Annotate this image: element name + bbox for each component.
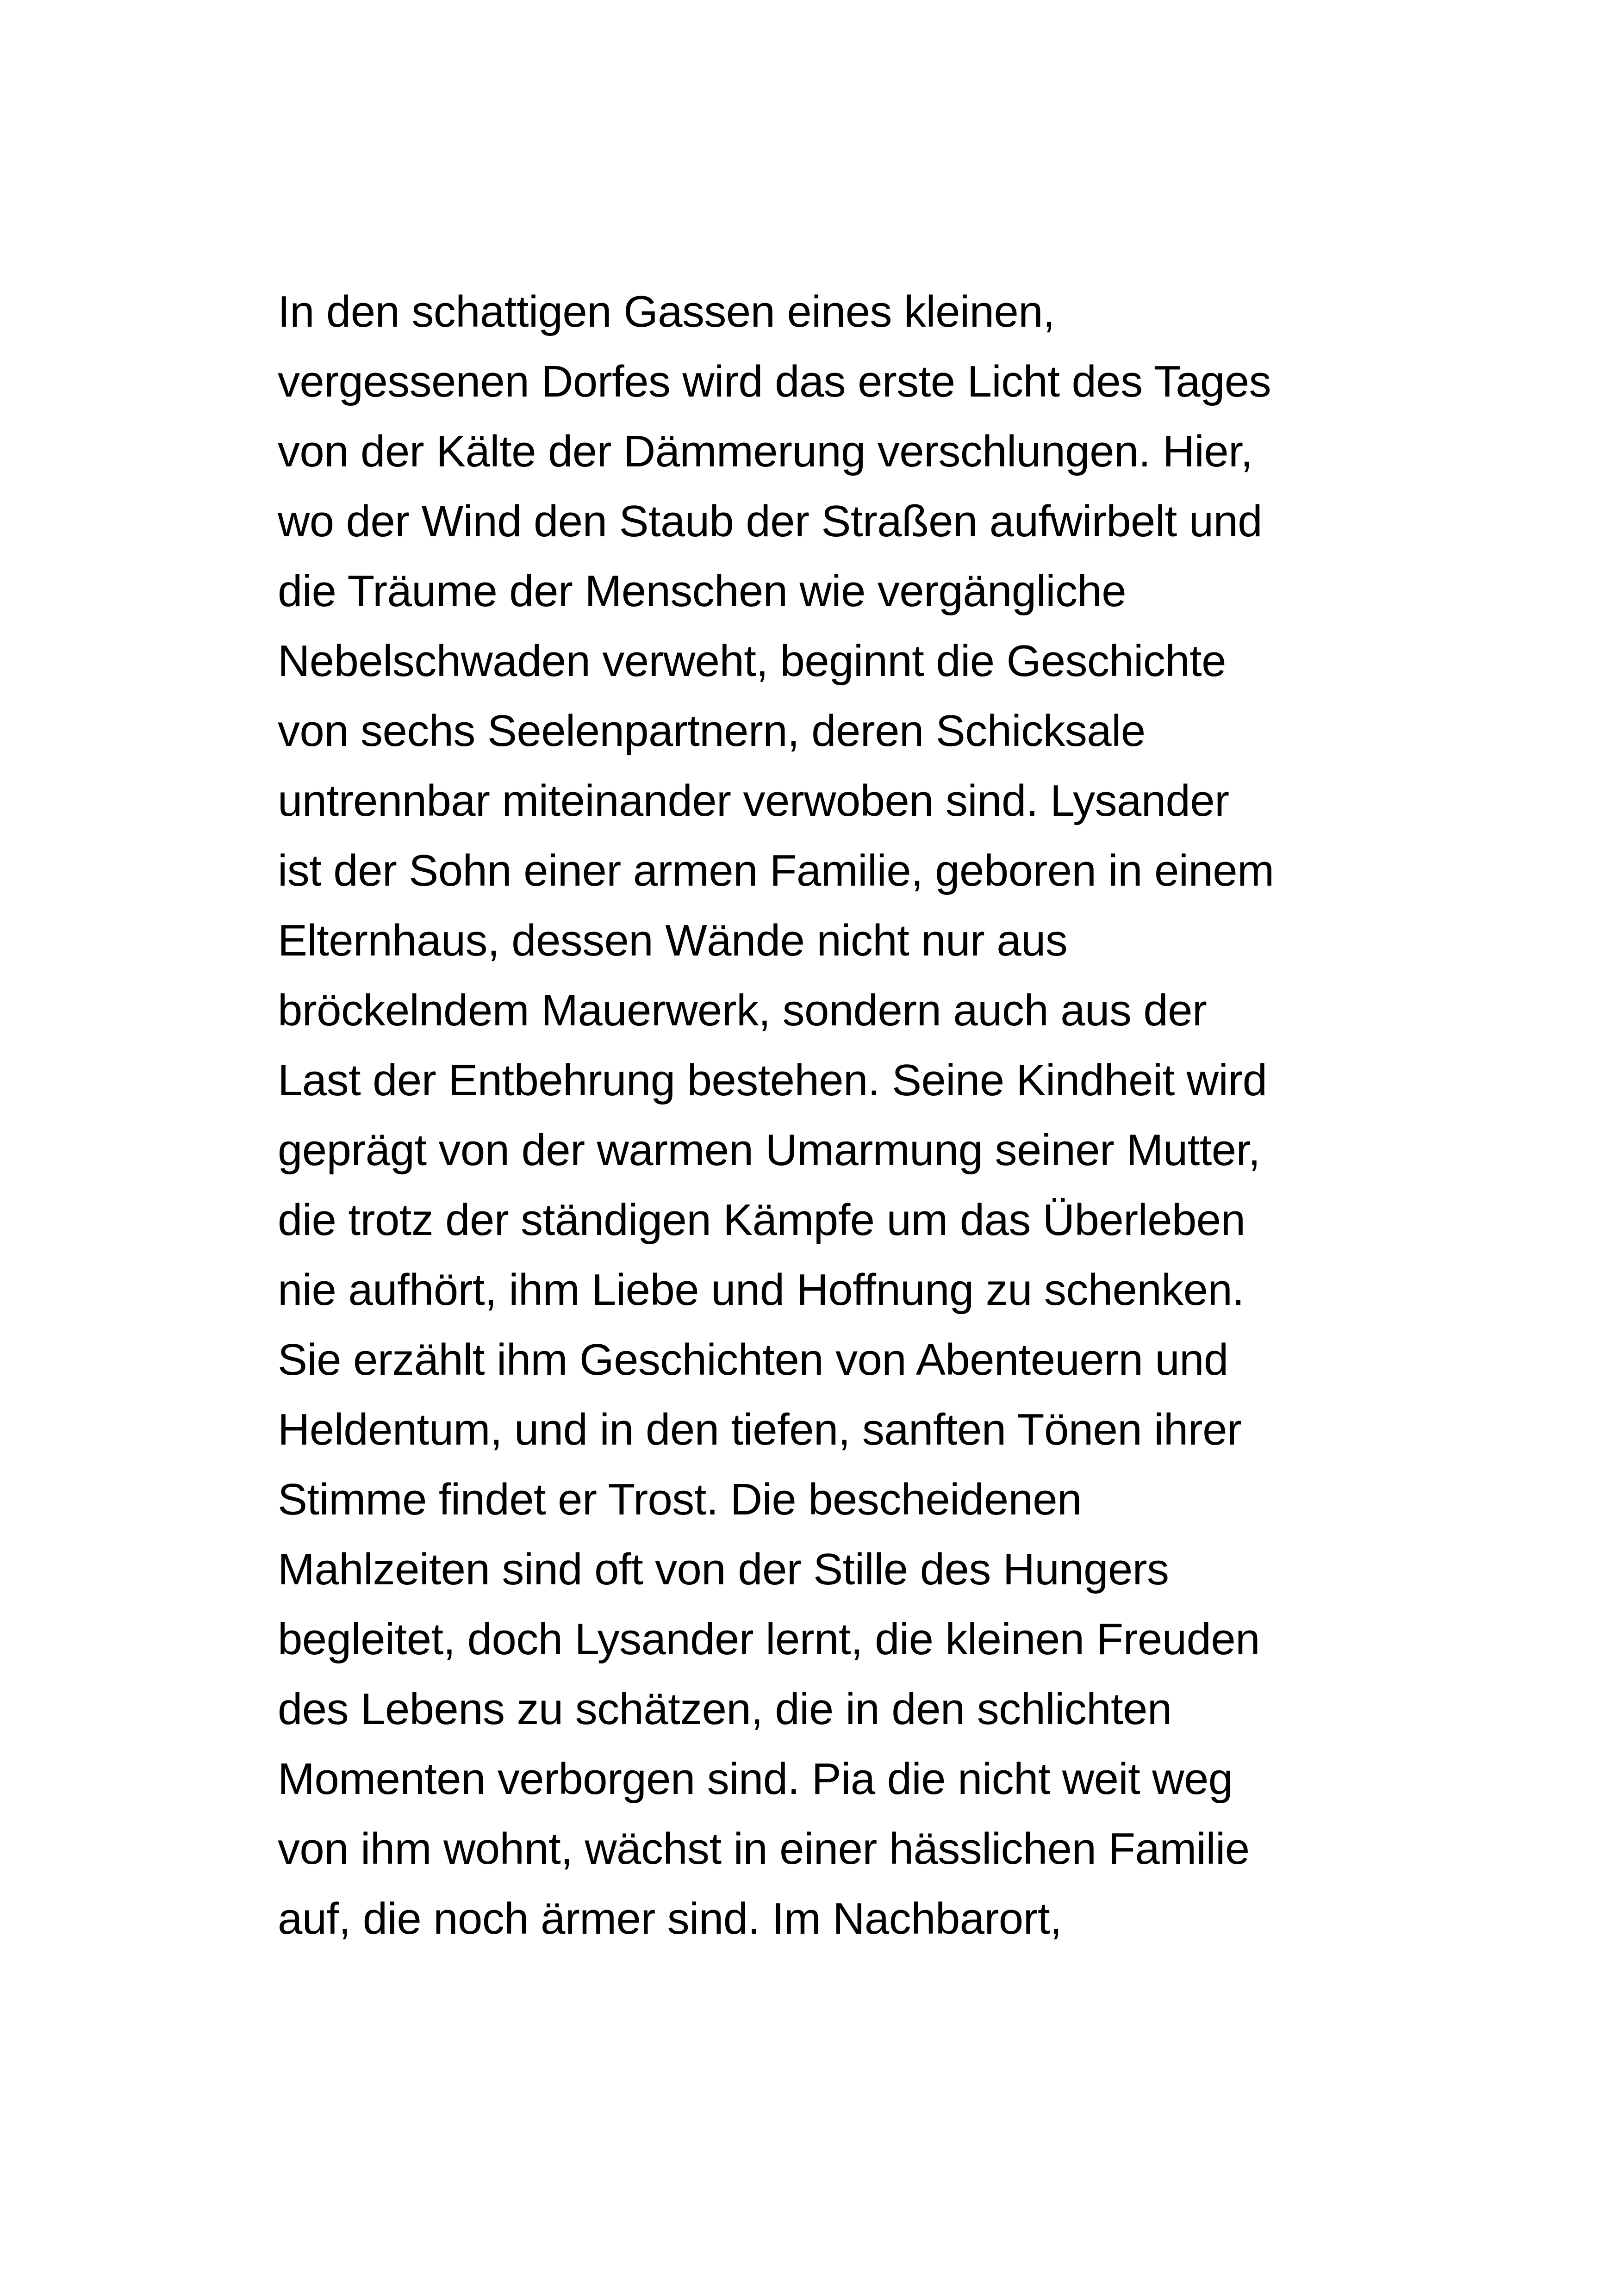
text-line: Stimme findet er Trost. Die bescheidenen: [278, 1475, 1082, 1524]
text-line: vergessenen Dorfes wird das erste Licht des Tages: [278, 357, 1271, 406]
text-line: Heldentum, und in den tiefen, sanften Tönen ihrer: [278, 1405, 1242, 1454]
text-line: von der Kälte der Dämmerung verschlungen. Hier,: [278, 427, 1253, 476]
text-line: Elternhaus, dessen Wände nicht nur aus: [278, 916, 1068, 965]
text-line: von sechs Seelenpartnern, deren Schicksale: [278, 706, 1146, 756]
text-line: wo der Wind den Staub der Straßen aufwirbelt und: [278, 496, 1263, 546]
text-line: Mahlzeiten sind oft von der Stille des Hungers: [278, 1545, 1169, 1594]
text-line: bröckelndem Mauerwerk, sondern auch aus der: [278, 986, 1207, 1035]
text-line: Sie erzählt ihm Geschichten von Abenteuern und: [278, 1335, 1228, 1384]
text-line: ist der Sohn einer armen Familie, geboren in einem: [278, 846, 1274, 895]
body-paragraph: [278, 277, 1389, 1954]
text-line: die Träume der Menschen wie vergängliche: [278, 566, 1127, 616]
text-line: begleitet, doch Lysander lernt, die kleinen Freuden: [278, 1614, 1260, 1664]
text-line: auf, die noch ärmer sind. Im Nachbarort,: [278, 1894, 1062, 1943]
text-line: nie aufhört, ihm Liebe und Hoffnung zu schenken.: [278, 1265, 1245, 1315]
text-line: Nebelschwaden verweht, beginnt die Geschichte: [278, 636, 1226, 686]
text-line: von ihm wohnt, wächst in einer hässlichen Familie: [278, 1824, 1250, 1874]
text-line: Momenten verborgen sind. Pia die nicht weit weg: [278, 1754, 1233, 1804]
text-line: In den schattigen Gassen eines kleinen,: [278, 287, 1055, 336]
text-line: des Lebens zu schätzen, die in den schlichten: [278, 1684, 1172, 1734]
text-line: untrennbar miteinander verwoben sind. Lysander: [278, 776, 1229, 825]
text-line: geprägt von der warmen Umarmung seiner Mutter,: [278, 1125, 1260, 1175]
text-line: Last der Entbehrung bestehen. Seine Kindheit wird: [278, 1055, 1267, 1105]
text-line: die trotz der ständigen Kämpfe um das Überleben: [278, 1195, 1245, 1245]
